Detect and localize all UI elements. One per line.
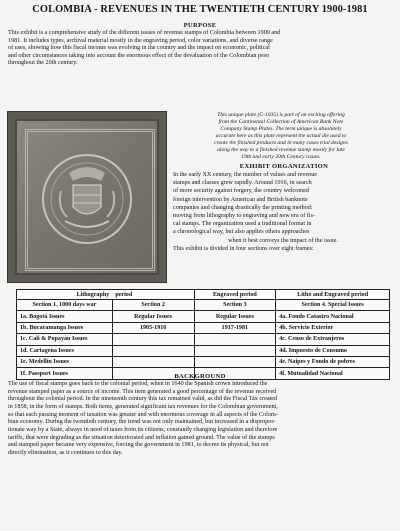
table-section-row — [17, 300, 390, 311]
background-line: in 1858, in the form of stamps. Both items, generated significant tax revenues for the Colombian government, — [8, 403, 278, 410]
table-cell — [112, 356, 194, 367]
organization-line: of more security against forgery, the country welcomed — [173, 188, 309, 195]
table-cell: 4a. Fondo Catastro Nacional — [276, 311, 390, 322]
coat-of-arms-seal-icon — [39, 151, 135, 247]
table-cell: 1f. Passport Issues — [17, 368, 113, 379]
background-text — [8, 381, 392, 458]
background-heading: BACKGROUND — [174, 373, 226, 380]
table-cell: 4b. Servicio Exterior — [276, 322, 390, 333]
plate-caption-line: This unique plate (C-1035) is part of an exciting offering — [217, 112, 345, 118]
table-cell: Section 3 — [194, 300, 276, 311]
background-line: directly elimination, as it continues to this day. — [8, 449, 123, 456]
table-cell: Section 4. Special Issues — [276, 300, 390, 311]
purpose-line: throughout the 20th century. — [8, 60, 78, 67]
background-line: The use of fiscal stamps goes back to the colonial period, when in 1640 the Spanish crown introduced the — [8, 381, 268, 387]
table-cell: 1e. Medellín Issues — [17, 356, 113, 367]
table-row — [17, 334, 390, 345]
purpose-text — [8, 30, 392, 68]
background-line: so that each passing moment of taxation was greater and with enormous coverage in all aspects of the Colom- — [8, 411, 278, 418]
page-title: COLOMBIA - REVENUES IN THE TWENTIETH CENTURY 1900-1981 — [32, 4, 368, 15]
table-row — [17, 356, 390, 367]
organization-line: stamps and classes grew rapidly. Around 1916, in search — [173, 180, 312, 187]
purpose-line: of uses, showing how this fiscal income was evolving in the country and the impact on economic, political — [8, 45, 270, 52]
organization-line: when it best conveys the impact of the issue. — [228, 237, 338, 244]
plate-caption-line: accurate here as this plate represent the actual die used to — [215, 133, 347, 139]
background-line: revenue stamped paper as a source of income. This item generated a good percentage of the revenue received — [8, 388, 277, 395]
plate-caption-line: 19th and early 20th Century issues. — [241, 154, 321, 160]
organization-line: a chronological way, but also applies others approaches — [173, 229, 310, 236]
table-row — [17, 345, 390, 356]
organization-text — [173, 171, 393, 253]
table-header-row — [17, 290, 390, 300]
purpose-heading: PURPOSE — [183, 22, 217, 29]
background-line: tariffs, that were degrading as the situation deteriorated and inflation gained ground. The value of the stamps — [8, 434, 275, 441]
organization-line: moving from lithography to engraving and new era of fis- — [173, 213, 316, 220]
table-header-cell: Litho and Engraved period — [276, 290, 390, 300]
printing-plate-image — [7, 111, 167, 283]
plate-caption-line: Company Stamp Plates. The term unique is absolutely — [220, 126, 342, 132]
table-cell: Section 2 — [112, 300, 194, 311]
organization-heading: EXHIBIT ORGANIZATION — [239, 163, 329, 170]
table-cell — [112, 334, 194, 345]
organization-line: companies and changing drastically the printing method: — [173, 204, 313, 211]
purpose-line: and other circumstances taking into account the enormous effect of the devaluation of the Colombian peso — [8, 52, 270, 59]
table-cell — [194, 345, 276, 356]
table-row — [17, 322, 390, 333]
table-header-cell: Lithography — [17, 290, 113, 300]
table-cell: 1905-1916 — [112, 322, 194, 333]
table-cell: 1917-1981 — [194, 322, 276, 333]
background-line: tionate way by a State, always in need of taxes from its citizens, constantly changing legislation and therefore — [8, 426, 278, 433]
purpose-line: 1981. It includes types, archival material mostly in the engraving period, color variations, and diverse range — [8, 37, 273, 44]
table-row — [17, 311, 390, 322]
table-cell: 1a. Bogotá Issues — [17, 311, 113, 322]
background-line: and stamped paper became very expensive, forcing the government in 1981, to decree its physical, but not — [8, 442, 269, 449]
table-cell — [112, 345, 194, 356]
table-cell: Regular Issues — [112, 311, 194, 322]
table-cell: 1c. Cali & Popayán Issues — [17, 334, 113, 345]
table-cell: 4e. Naipes y Fondo de pobres — [276, 356, 390, 367]
background-line: throughout the colonial period. In the nineteenth century this tax remained valid, as did the Fiscal Tax created — [8, 396, 278, 403]
table-cell — [194, 356, 276, 367]
plate-caption-line: from the Continental Collection of American Bank Note — [218, 119, 344, 125]
table-cell: 1b. Bucaramanga Issues — [17, 322, 113, 333]
table-cell: 4c. Censo de Extranjeros — [276, 334, 390, 345]
plate-caption — [168, 112, 394, 161]
organization-line: cal stamps. The organization used a traditional format in — [173, 221, 312, 228]
table-cell — [194, 334, 276, 345]
table-cell: 1d. Cartagena Issues — [17, 345, 113, 356]
organization-line: foreign intervention by American and British banknote — [173, 196, 308, 203]
plate-caption-line: create the finished products and in many cases trial designs — [214, 140, 348, 146]
sections-table — [16, 289, 390, 380]
table-cell: Section 1. 1000 days war — [17, 300, 113, 311]
plate-caption-line: along the way to a finished revenue stamp mostly for late — [217, 147, 345, 153]
organization-line: This exhibit is divided in four sections over eight frames: — [173, 245, 314, 252]
table-header-cell: period — [112, 290, 194, 300]
table-header-cell: Engraved period — [194, 290, 276, 300]
plate-surface — [17, 121, 157, 273]
table-cell: 4d. Impuesto de Consumo — [276, 345, 390, 356]
table-cell: Regular Issues — [194, 311, 276, 322]
table-cell: 4f. Mutualidad Nacional — [276, 368, 390, 379]
background-line: bian economy. During the twentieth century, the trend was not only maintained, but increased in a dispropor- — [8, 419, 276, 426]
organization-line: In the early XX century, the number of values and revenue — [173, 172, 318, 178]
purpose-line: This exhibit is a comprehensive study of the different issues of revenue stamps of Colombia between 1900 and — [8, 30, 281, 36]
